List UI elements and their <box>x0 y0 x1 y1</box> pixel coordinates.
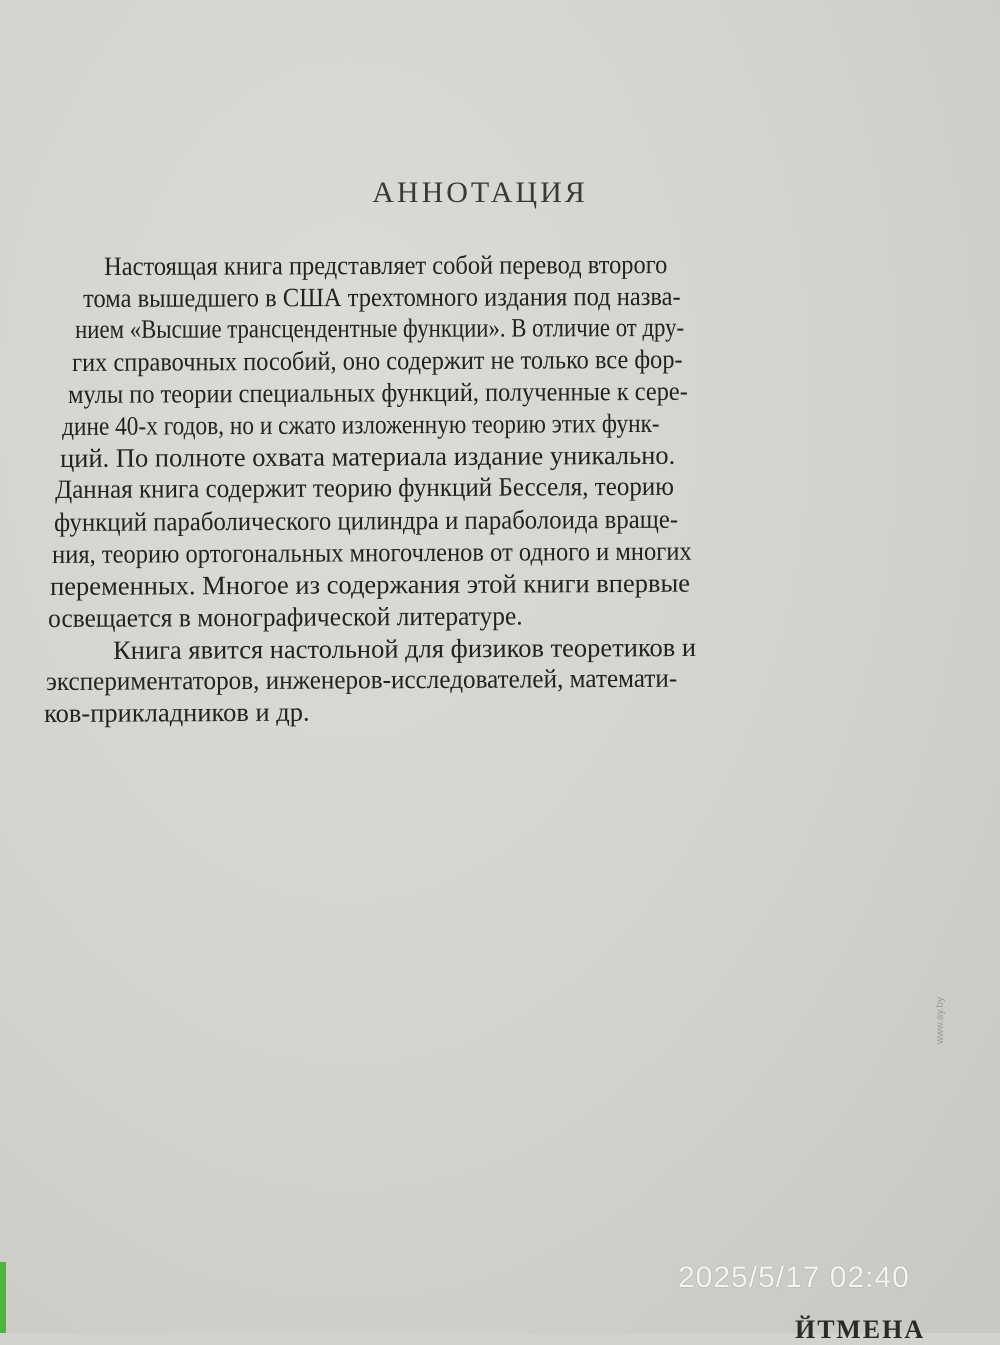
photo-edge-mark <box>0 1262 6 1333</box>
text-line-11: переменных. Многое из содержания этой книги впервые <box>49 567 691 601</box>
site-watermark: www.ay.by <box>935 996 946 1044</box>
text-line-2: тома вышедшего в США трехтомного издания под назва- <box>82 280 681 313</box>
text-line-3: нием «Высшие трансцендентные функции». В отличие от дру- <box>74 311 685 344</box>
text-line-15: ков-прикладников и др. <box>43 696 310 728</box>
text-line-13: Книга явится настольной для физиков теоретиков и <box>112 631 697 665</box>
text-line-1: Настоящая книга представляет собой перевод второго <box>103 249 668 281</box>
photo-timestamp: 2025/5/17 02:40 <box>678 1261 910 1294</box>
text-line-5: мулы по теории специальных функций, полученные к сере- <box>67 375 688 409</box>
annotation-heading: АННОТАЦИЯ <box>372 176 588 209</box>
text-line-4: гих справочных пособий, оно содержит не только все фор- <box>71 343 683 377</box>
text-line-6: дине 40-х годов, но и сжато изложенную теорию этих функ- <box>61 407 660 441</box>
footer-partial-text: ЙТМЕНА <box>795 1315 926 1344</box>
text-line-12: освещается в монографической литературе. <box>47 600 523 633</box>
text-line-9: функций параболического цилиндра и параболоида враще- <box>53 503 679 537</box>
text-line-8: Данная книга содержит теорию функций Бесселя, теорию <box>54 470 675 504</box>
text-line-7: ций. По полноте охвата материала издание уникально. <box>59 439 676 473</box>
text-line-10: ния, теорию ортогональных многочленов от одного и многих <box>51 535 692 569</box>
text-line-14: экспериментаторов, инженеров-исследователей, математи- <box>45 662 678 696</box>
